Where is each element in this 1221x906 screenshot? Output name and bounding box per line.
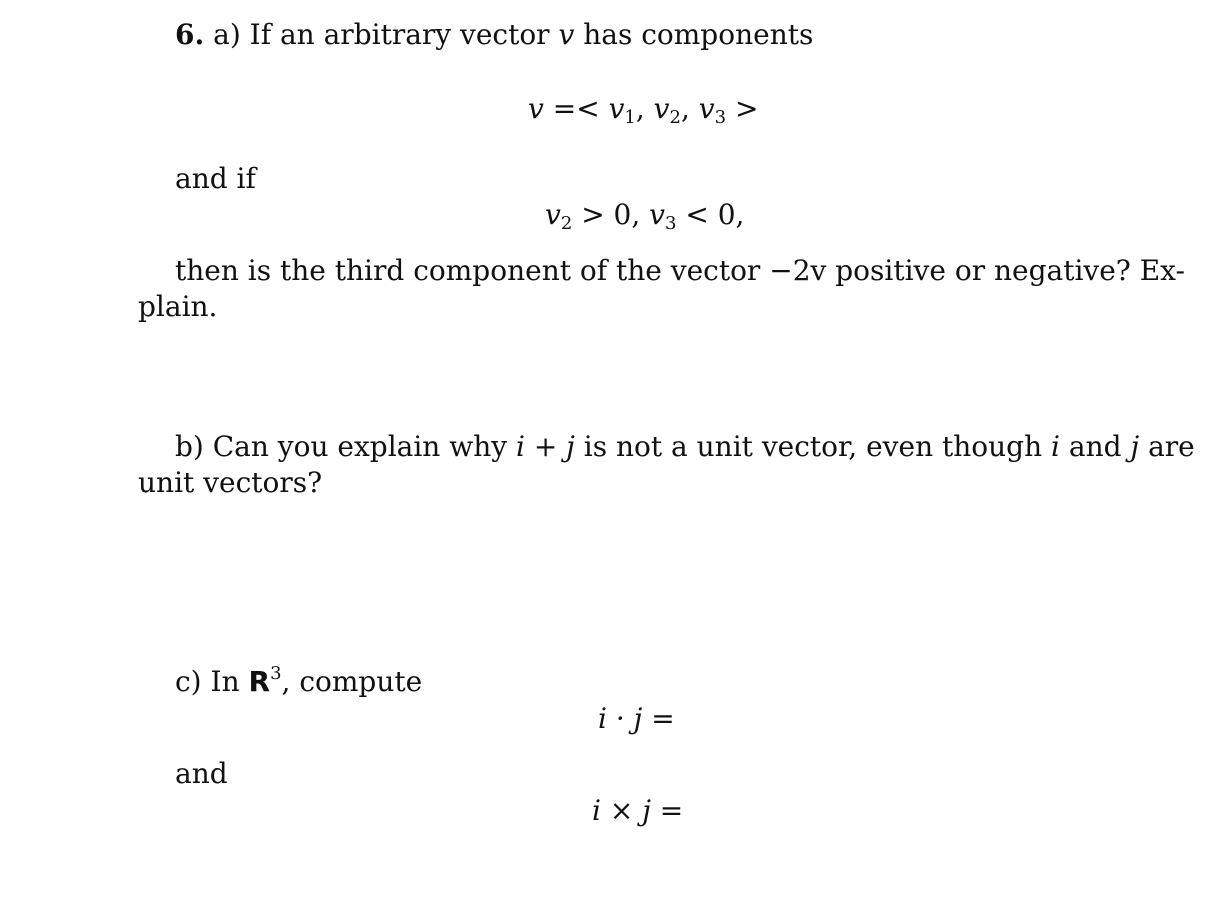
part-c-suffix: , compute <box>281 665 423 698</box>
part-b-and: and <box>1068 430 1122 463</box>
part-b-question-line1 <box>175 430 1195 464</box>
condition-expression: $v_2 > 0$, $v_3 < 0$, <box>545 198 745 234</box>
part-a-intro-tail: has components <box>583 18 814 51</box>
part-a-question-end: positive or negative? Ex- <box>835 254 1185 287</box>
part-c-and: and <box>175 757 228 790</box>
part-c-prefix: c) In <box>175 665 240 698</box>
part-b-j: j <box>1130 430 1140 463</box>
part-a-question-line1 <box>175 254 1185 288</box>
part-b-expr: i + j <box>515 430 575 463</box>
part-a-question-start: then is the third component of the vector <box>175 254 761 287</box>
part-b-i: i <box>1051 430 1061 463</box>
part-b-middle: is not a unit vector, even though <box>583 430 1043 463</box>
cross-product-expression: i × j = <box>592 794 684 827</box>
part-c-space: R <box>248 665 271 698</box>
problem-number: 6. <box>175 18 205 51</box>
part-b-question-line2: unit vectors? <box>138 466 323 499</box>
part-a-question-line2: plain. <box>138 290 218 323</box>
part-a-intro: a) If an arbitrary vector <box>213 18 550 51</box>
and-if-text: and if <box>175 162 256 195</box>
part-c-heading <box>175 665 422 699</box>
part-b-start: b) Can you explain why <box>175 430 508 463</box>
vector-definition: $v =< v_1$, $v_2$, $v_3$ > <box>528 92 759 128</box>
part-a-question-expr: −2v <box>769 254 827 287</box>
part-a-var: v <box>558 18 575 51</box>
part-b-are: are <box>1148 430 1195 463</box>
dot-product-expression: i · j = <box>598 702 675 735</box>
part-a-heading <box>175 18 813 52</box>
part-c-exponent: 3 <box>270 663 282 684</box>
